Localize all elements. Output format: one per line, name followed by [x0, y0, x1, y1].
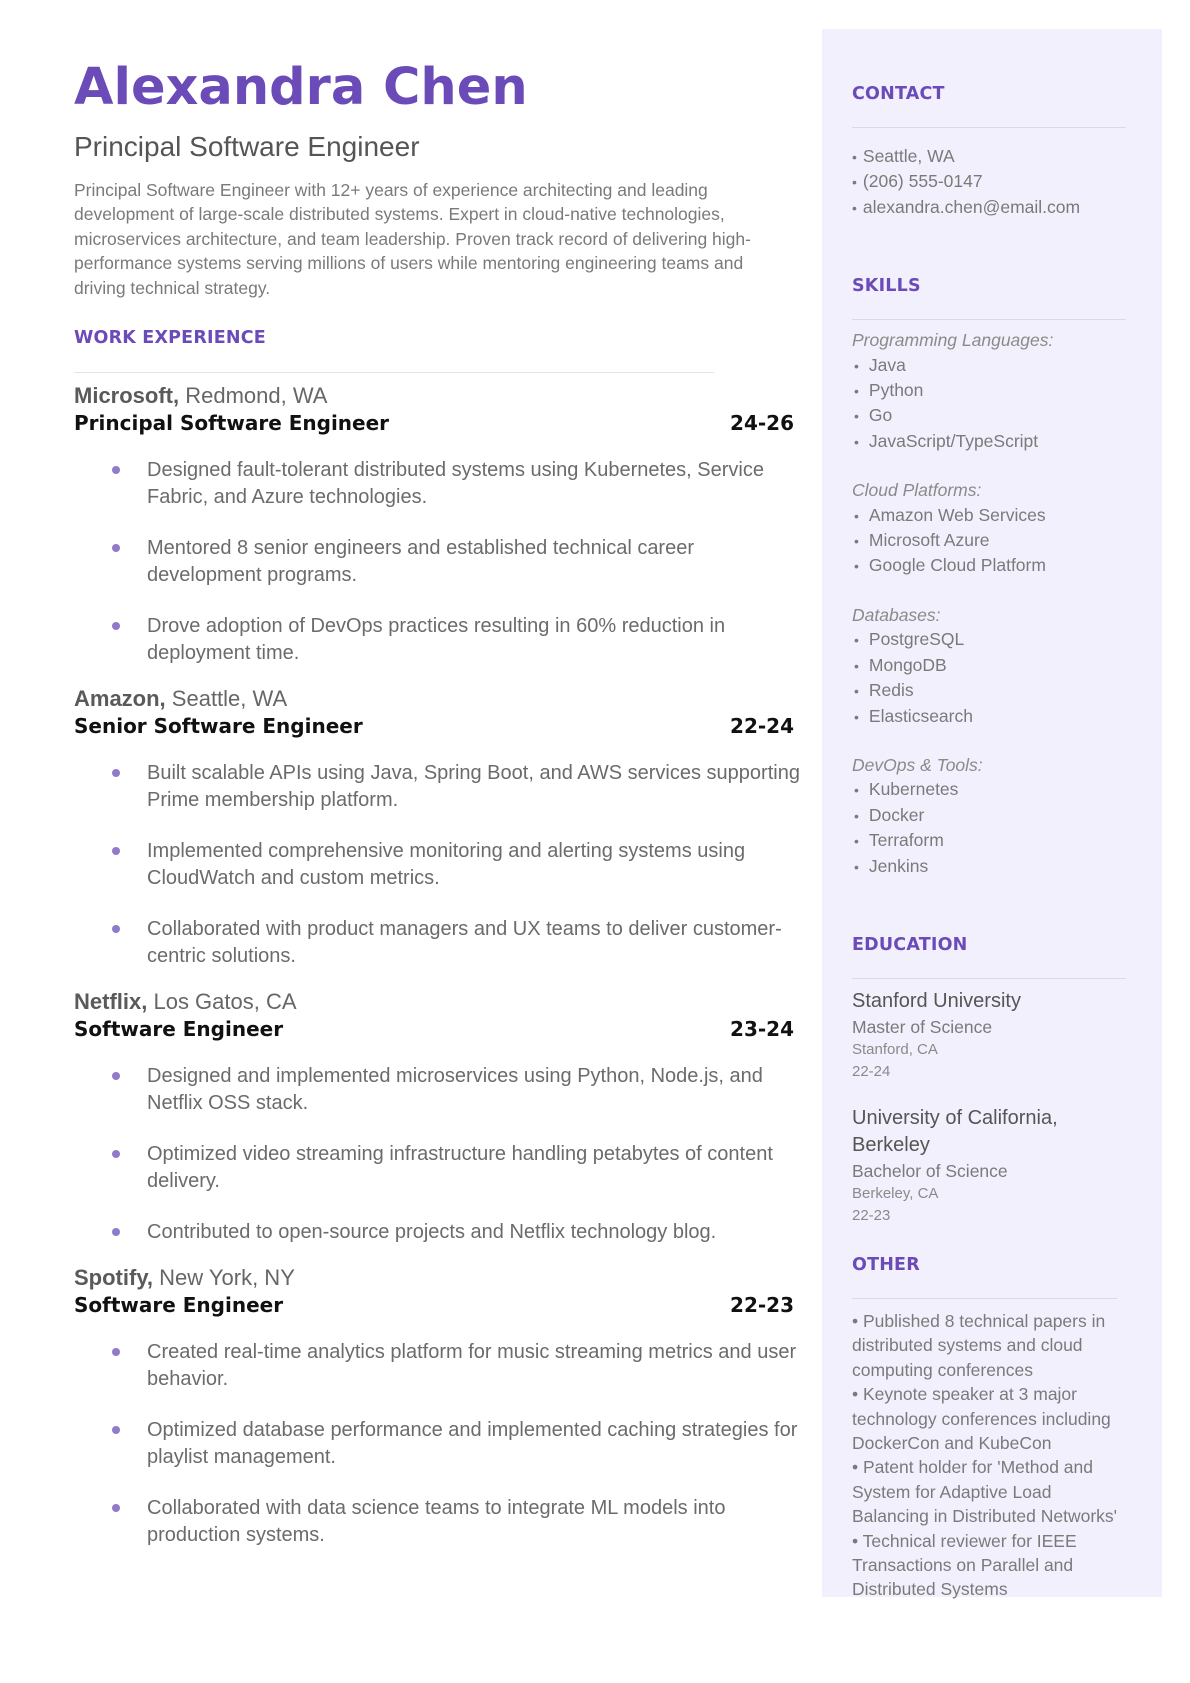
- job-bullet: [74, 1495, 801, 1549]
- bullet-icon: •: [852, 149, 857, 165]
- job-bullet-text: Designed fault-tolerant distributed systems using Kubernetes, Service Fabric, and Azure technologies.: [147, 459, 764, 509]
- skill-item: • Kubernetes: [854, 779, 959, 800]
- skill-category-name: Cloud Platforms:: [852, 480, 982, 501]
- skill-category: [852, 478, 1132, 579]
- bullet-dot-icon: [112, 622, 120, 630]
- job-bullet-text: Created real-time analytics platform for music streaming metrics and user behavior.: [147, 1341, 797, 1391]
- job-bullet: [74, 457, 801, 511]
- bullet-icon: •: [854, 507, 859, 524]
- job-bullet: [74, 760, 801, 814]
- job-role: Senior Software Engineer: [74, 714, 363, 739]
- job-entry: [74, 685, 800, 970]
- job-role: Principal Software Engineer: [74, 411, 390, 436]
- bullet-icon: •: [854, 558, 859, 575]
- job-dates: 23-24: [730, 1017, 794, 1042]
- job-role-row: [74, 411, 794, 435]
- bullet-dot-icon: [112, 466, 120, 474]
- bullet-dot-icon: [112, 925, 120, 933]
- work-divider: [74, 372, 714, 373]
- job-bullet: [74, 1417, 801, 1471]
- bullet-dot-icon: [112, 1348, 120, 1356]
- job-location: New York, NY: [153, 1265, 295, 1291]
- bullet-dot-icon: [112, 847, 120, 855]
- skill-list: [852, 353, 1132, 455]
- skill-item: • PostgreSQL: [854, 629, 965, 650]
- candidate-name: Alexandra Chen: [74, 58, 528, 117]
- job-role: Software Engineer: [74, 1017, 284, 1042]
- job-company: Microsoft,: [74, 383, 180, 409]
- bullet-icon: •: [854, 433, 859, 450]
- skill-item: • Amazon Web Services: [854, 504, 1046, 525]
- bullet-icon: •: [854, 807, 859, 824]
- skill-item: • Google Cloud Platform: [854, 555, 1046, 576]
- job-location: Los Gatos, CA: [147, 989, 297, 1015]
- job-role: Software Engineer: [74, 1293, 284, 1318]
- job-bullet: [74, 613, 801, 667]
- bullet-icon: •: [854, 782, 859, 799]
- job-role-row: [74, 714, 794, 738]
- education-degree: Bachelor of Science: [852, 1160, 1008, 1181]
- work-experience-heading: WORK EXPERIENCE: [74, 328, 266, 349]
- job-dates: 22-24: [730, 714, 794, 739]
- skill-item: • Elasticsearch: [854, 705, 973, 726]
- contact-heading: CONTACT: [852, 84, 945, 104]
- job-bullet-text: Collaborated with data science teams to integrate ML models into production systems.: [147, 1497, 726, 1547]
- other-divider: [852, 1298, 1117, 1299]
- job-role-row: [74, 1017, 794, 1041]
- bullet-dot-icon: [112, 1072, 120, 1080]
- other-item: • Keynote speaker at 3 major technology conferences including DockerCon and KubeCon: [852, 1384, 1111, 1453]
- job-location: Seattle, WA: [165, 686, 288, 712]
- job-location: Redmond, WA: [179, 383, 328, 409]
- job-bullet-text: Implemented comprehensive monitoring and alerting systems using CloudWatch and custom metrics.: [147, 840, 746, 890]
- skill-item: • Python: [854, 380, 924, 401]
- job-company: Netflix,: [74, 989, 148, 1015]
- skills-heading: SKILLS: [852, 276, 921, 297]
- skills-divider: [852, 319, 1126, 320]
- contact-email[interactable]: • alexandra.chen@email.com: [852, 196, 1081, 217]
- bullet-dot-icon: [112, 544, 120, 552]
- job-company: Spotify,: [74, 1265, 154, 1291]
- main-column: [74, 58, 800, 1573]
- job-bullet-text: Contributed to open-source projects and Netflix technology blog.: [147, 1221, 717, 1244]
- bullet-dot-icon: [112, 1426, 120, 1434]
- education-location: Stanford, CA: [852, 1040, 938, 1058]
- skill-item: • Java: [854, 354, 906, 375]
- bullet-icon: •: [852, 199, 857, 216]
- skill-item: • Microsoft Azure: [854, 530, 990, 551]
- job-company-line: [74, 382, 800, 410]
- skill-item: • MongoDB: [854, 654, 947, 675]
- bullet-icon: •: [854, 357, 859, 374]
- education-school: University of California, Berkeley: [852, 1106, 1058, 1156]
- skill-category-name: Databases:: [852, 604, 941, 625]
- job-bullets: [74, 457, 800, 667]
- skill-category-name: DevOps & Tools:: [852, 754, 983, 775]
- other-list: [852, 1309, 1124, 1602]
- bullet-icon: •: [854, 632, 859, 649]
- contact-location: • Seattle, WA: [852, 146, 955, 166]
- job-entry: [74, 382, 800, 667]
- skill-item: • JavaScript/TypeScript: [854, 430, 1039, 451]
- summary: Principal Software Engineer with 12+ years of experience architecting and leading development of large-scale distributed systems. Expert in cloud-native technologies, microservices architecture, and team leadership. Proven track record of delivering high-performance systems serving millions of users while mentoring engineering teams and driving technical strategy.: [74, 180, 751, 298]
- candidate-title: Principal Software Engineer: [74, 131, 420, 162]
- bullet-icon: •: [854, 408, 859, 425]
- job-bullet: [74, 916, 801, 970]
- job-bullet: [74, 1063, 801, 1117]
- bullet-dot-icon: [112, 1228, 120, 1236]
- skill-list: [852, 627, 1132, 729]
- sidebar: [822, 29, 1162, 1600]
- education-dates: 22-24: [852, 1062, 891, 1080]
- bullet-icon: •: [854, 833, 859, 850]
- job-bullets: [74, 760, 800, 970]
- bullet-icon: •: [854, 683, 859, 700]
- bullet-icon: •: [852, 174, 857, 191]
- job-bullet: [74, 1141, 801, 1195]
- skill-item: • Docker: [854, 804, 925, 825]
- job-company-line: [74, 988, 800, 1016]
- contact-divider: [852, 127, 1126, 128]
- job-role-row: [74, 1293, 794, 1317]
- education-degree: Master of Science: [852, 1016, 993, 1037]
- job-bullet-text: Mentored 8 senior engineers and established technical career development programs.: [147, 537, 695, 587]
- contact-phone: • (206) 555-0147: [852, 171, 983, 192]
- job-bullet-text: Collaborated with product managers and UX teams to deliver customer-centric solutions.: [147, 918, 782, 968]
- education-location: Berkeley, CA: [852, 1184, 939, 1202]
- bullet-dot-icon: [112, 1504, 120, 1512]
- job-bullets: [74, 1339, 800, 1549]
- skill-item: • Go: [854, 405, 893, 426]
- job-dates: 24-26: [730, 411, 794, 436]
- bullet-icon: •: [854, 657, 859, 674]
- skill-item: • Redis: [854, 680, 914, 701]
- bullet-icon: •: [854, 708, 859, 725]
- job-bullet-text: Built scalable APIs using Java, Spring Boot, and AWS services supporting Prime membership platform.: [147, 762, 800, 812]
- job-bullet: [74, 838, 801, 892]
- education-dates: 22-23: [852, 1206, 891, 1224]
- job-bullet: [74, 1219, 801, 1246]
- other-heading: OTHER: [852, 1254, 920, 1275]
- other-item: • Published 8 technical papers in distributed systems and cloud computing conferences: [852, 1310, 1106, 1380]
- job-bullet: [74, 1339, 801, 1393]
- sidebar-content: [852, 29, 1132, 1602]
- job-entry: [74, 988, 800, 1246]
- job-bullet-text: Designed and implemented microservices using Python, Node.js, and Netflix OSS stack.: [147, 1065, 763, 1115]
- bullet-icon: •: [854, 533, 859, 550]
- other-item: • Technical reviewer for IEEE Transactions on Parallel and Distributed Systems: [852, 1530, 1077, 1600]
- job-entry: [74, 1264, 800, 1549]
- skill-item: • Jenkins: [854, 855, 929, 876]
- skill-category: [852, 753, 1132, 879]
- education-school: Stanford University: [852, 989, 1021, 1012]
- contact-list: [852, 144, 1132, 220]
- bullet-dot-icon: [112, 769, 120, 777]
- education-heading: EDUCATION: [852, 934, 968, 955]
- skill-category: [852, 328, 1132, 454]
- skill-item: • Terraform: [854, 830, 944, 851]
- skill-category: [852, 603, 1132, 729]
- education-entry: [852, 1105, 1132, 1227]
- education-entry: [852, 988, 1132, 1083]
- bullet-icon: •: [854, 858, 859, 875]
- job-company: Amazon,: [74, 686, 166, 712]
- skill-list: [852, 777, 1132, 879]
- job-bullet-text: Drove adoption of DevOps practices resulting in 60% reduction in deployment time.: [147, 615, 726, 665]
- bullet-icon: •: [854, 383, 859, 400]
- job-company-line: [74, 1264, 800, 1292]
- education-divider: [852, 978, 1126, 979]
- skill-list: [852, 503, 1132, 579]
- job-bullet: [74, 535, 801, 589]
- job-bullets: [74, 1063, 800, 1246]
- bullet-dot-icon: [112, 1150, 120, 1158]
- skill-category-name: Programming Languages:: [852, 330, 1054, 351]
- job-bullet-text: Optimized database performance and implemented caching strategies for playlist management.: [147, 1419, 798, 1469]
- job-company-line: [74, 685, 800, 713]
- job-dates: 22-23: [730, 1293, 794, 1318]
- job-bullet-text: Optimized video streaming infrastructure handling petabytes of content delivery.: [147, 1143, 773, 1193]
- other-item: • Patent holder for 'Method and System for Adaptive Load Balancing in Distributed Networks': [852, 1457, 1117, 1527]
